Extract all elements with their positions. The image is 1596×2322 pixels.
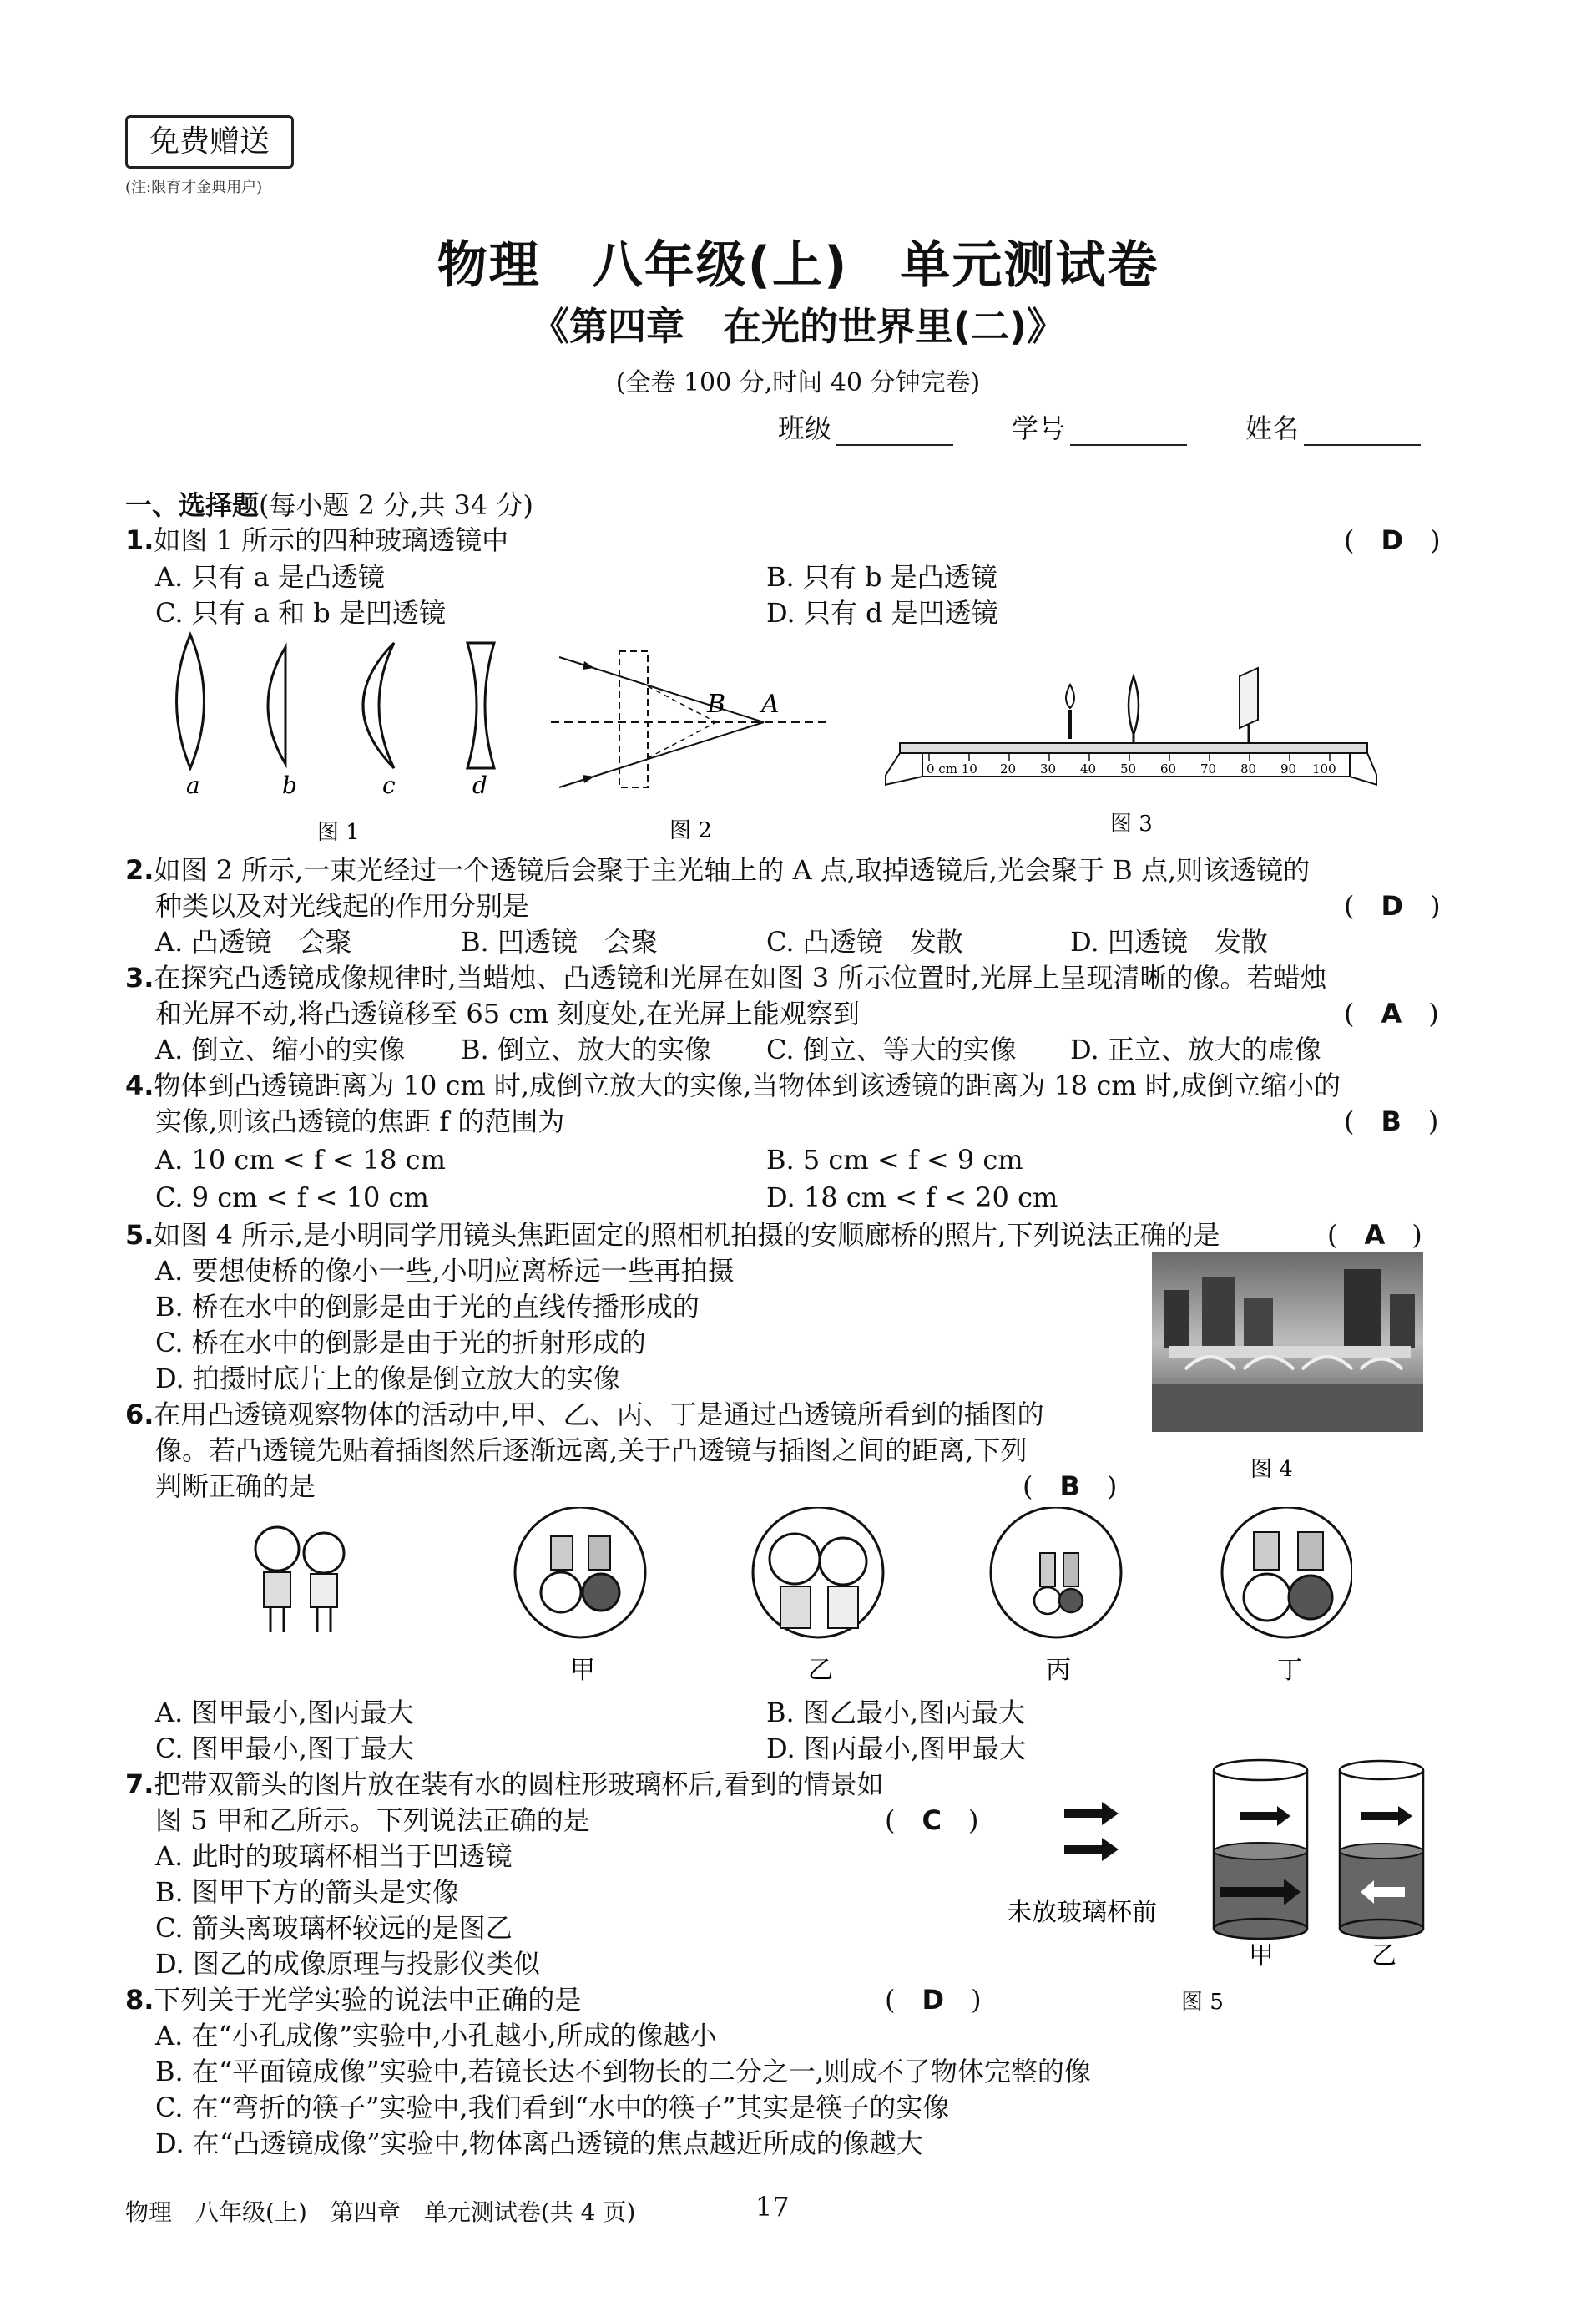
q4-answer: ( B ) [1344,1105,1439,1137]
fig2-caption: 图 2 [669,818,712,843]
q8-option-c: C. 在“弯折的筷子”实验中,我们看到“水中的筷子”其实是筷子的实像 [155,2092,950,2123]
q2-option-c: C. 凸透镜 发散 [766,926,963,958]
arrow-right-icon [1064,1838,1119,1861]
lens-a-biconvex [177,635,205,768]
class-field[interactable]: 班级 [778,407,953,446]
q2-line1: 2.如图 2 所示,一束光经过一个透镜后会聚于主光轴上的 A 点,取掉透镜后,光会聚于 B 点,则该透镜的 [125,854,1311,886]
q6-option-d: D. 图丙最小,图甲最大 [766,1733,1027,1764]
q6-line3: 判断正确的是 [155,1470,316,1502]
q4-option-b: B. 5 cm < f < 9 cm [766,1144,1023,1176]
free-gift-badge: 免费赠送 [125,115,294,169]
bench-top [900,743,1367,753]
q3-answer: ( A ) [1344,998,1439,1029]
view-yi [753,1507,883,1637]
fig1-label-a: a [186,771,200,799]
ruler-label-70: 70 [1200,761,1217,777]
q4-option-c: C. 9 cm < f < 10 cm [155,1181,429,1213]
fig5-before-label: 未放玻璃杯前 [1007,1898,1157,1927]
arrow-right-icon [1064,1802,1119,1825]
q3-line1: 3.在探究凸透镜成像规律时,当蜡烛、凸透镜和光屏在如图 3 所示位置时,光屏上呈现清晰的像。若蜡烛 [125,962,1327,994]
ruler-label-90: 90 [1280,761,1297,777]
q3-option-d: D. 正立、放大的虚像 [1070,1034,1321,1065]
q5-option-b: B. 桥在水中的倒影是由于光的直线传播形成的 [155,1291,700,1323]
q6-answer: ( B ) [1023,1470,1118,1502]
name-field[interactable]: 姓名 [1245,407,1421,446]
q4-option-d: D. 18 cm < f < 20 cm [766,1181,1058,1213]
q3-option-c: C. 倒立、等大的实像 [766,1034,1017,1065]
view-ding [1222,1507,1352,1637]
q6-option-c: C. 图甲最小,图丁最大 [155,1733,414,1764]
q5-answer: ( A ) [1327,1219,1422,1251]
ruler-label-0: 0 cm 10 [927,761,977,777]
q1-option-b: B. 只有 b 是凸透镜 [766,561,998,593]
q7-line2: 图 5 甲和乙所示。下列说法正确的是 [155,1804,590,1836]
q7-option-b: B. 图甲下方的箭头是实像 [155,1876,459,1908]
q5-option-d: D. 拍摄时底片上的像是倒立放大的实像 [155,1363,620,1394]
fig6-label-jia: 甲 [570,1656,595,1685]
ruler-label-50: 50 [1120,761,1137,777]
q5-option-a: A. 要想使桥的像小一些,小明应离桥远一些再拍摄 [155,1255,735,1287]
footer-text: 物理 八年级(上) 第四章 单元测试卷(共 4 页) [125,2198,636,2226]
q7-answer: ( C ) [885,1804,979,1836]
figure-3-optical-bench [885,660,1377,843]
student-number-field[interactable]: 学号 [1012,407,1187,446]
page-title: 物理 八年级(上) 单元测试卷 [437,236,1159,295]
figure-5-glass-cups [1002,1753,1436,2025]
q7-option-d: D. 图乙的成像原理与投影仪类似 [155,1948,540,1980]
fig6-label-bing: 丙 [1046,1656,1071,1685]
q4-option-a: A. 10 cm < f < 18 cm [155,1144,446,1176]
q6-line1: 6.在用凸透镜观察物体的活动中,甲、乙、丙、丁是通过凸透镜所看到的插图的 [125,1399,1044,1430]
q2-option-d: D. 凹透镜 发散 [1070,926,1268,958]
q8-answer: ( D ) [885,1984,982,2016]
view-bing [991,1507,1121,1637]
chapter-subtitle: 《第四章 在光的世界里(二)》 [530,304,1066,349]
fig6-label-yi: 乙 [808,1656,833,1685]
fig1-caption: 图 1 [317,820,360,843]
q6-option-b: B. 图乙最小,图丙最大 [766,1697,1026,1728]
fig1-label-b: b [282,771,297,799]
figure-6-lens-views [234,1507,1352,1699]
q1-stem: 1.如图 1 所示的四种玻璃透镜中 [125,524,509,556]
figure-2-rays [543,647,843,843]
ruler-label-40: 40 [1080,761,1097,777]
q2-line2: 种类以及对光线起的作用分别是 [155,890,530,922]
ruler-label-60: 60 [1160,761,1177,777]
view-jia [515,1507,645,1637]
lens-d-biconcave [467,643,494,768]
lens-b-planoconvex [268,647,285,764]
q1-option-c: C. 只有 a 和 b 是凹透镜 [155,597,446,629]
q2-answer: ( D ) [1344,890,1441,922]
figure-1-lenses [159,630,518,843]
q8-option-a: A. 在“小孔成像”实验中,小孔越小,所成的像越小 [155,2020,717,2051]
q8-option-b: B. 在“平面镜成像”实验中,若镜长达不到物长的二分之一,则成不了物体完整的像 [155,2056,1091,2087]
page-number: 17 [755,2191,790,2223]
ruler-label-100: 100 [1312,761,1336,777]
exam-meta: (全卷 100 分,时间 40 分钟完卷) [615,368,981,397]
student-fields [778,407,1421,446]
q1-answer: ( D ) [1344,524,1441,556]
original-illustration [255,1527,344,1632]
section-heading: 一、选择题(每小题 2 分,共 34 分) [125,489,533,521]
cup-jia [1214,1760,1307,1939]
q4-line1: 4.物体到凸透镜距离为 10 cm 时,成倒立放大的实像,当物体到该透镜的距离为 18 cm 时,成倒立缩小的 [125,1070,1341,1101]
fig2-label-b: B [707,690,726,719]
convex-lens [1129,676,1139,735]
cup-yi [1340,1761,1423,1938]
badge-note: (注:限育才金典用户) [125,179,263,196]
q6-line2: 像。若凸透镜先贴着插图然后逐渐远离,关于凸透镜与插图之间的距离,下列 [155,1434,1028,1466]
q7-option-c: C. 箭头离玻璃杯较远的是图乙 [155,1912,513,1944]
q8-stem: 8.下列关于光学实验的说法中正确的是 [125,1984,582,2016]
fig6-label-ding: 丁 [1277,1656,1302,1685]
q3-line2: 和光屏不动,将凸透镜移至 65 cm 刻度处,在光屏上能观察到 [155,998,860,1029]
river-reflection [1152,1378,1423,1432]
q1-option-a: A. 只有 a 是凸透镜 [155,561,385,593]
ruler-label-80: 80 [1240,761,1257,777]
q8-option-d: D. 在“凸透镜成像”实验中,物体离凸透镜的焦点越近所成的像越大 [155,2127,923,2159]
q7-option-a: A. 此时的玻璃杯相当于凹透镜 [155,1840,513,1872]
fig1-label-c: c [382,771,396,799]
fig5-caption: 图 5 [1181,1990,1224,2015]
ruler-label-20: 20 [1000,761,1017,777]
light-screen [1240,668,1258,728]
q5-option-c: C. 桥在水中的倒影是由于光的折射形成的 [155,1327,646,1358]
q6-option-a: A. 图甲最小,图丙最大 [155,1697,414,1728]
fig5-label-jia: 甲 [1249,1941,1274,1970]
q7-line1: 7.把带双箭头的图片放在装有水的圆柱形玻璃杯后,看到的情景如 [125,1768,884,1800]
q3-option-a: A. 倒立、缩小的实像 [155,1034,406,1065]
q4-line2: 实像,则该凸透镜的焦距 f 的范围为 [155,1105,565,1137]
flame-icon [1066,685,1074,708]
q1-option-d: D. 只有 d 是凹透镜 [766,597,998,629]
fig3-caption: 图 3 [1110,812,1153,837]
q2-option-a: A. 凸透镜 会聚 [155,926,352,958]
q2-option-b: B. 凹透镜 会聚 [461,926,658,958]
fig4-caption: 图 4 [1250,1457,1293,1482]
fig2-label-a: A [761,690,780,719]
fig5-label-yi: 乙 [1371,1941,1396,1970]
figure-4-bridge-photo [1152,1252,1423,1482]
q5-stem: 5.如图 4 所示,是小明同学用镜头焦距固定的照相机拍摄的安顺廊桥的照片,下列说法正确的是 [125,1219,1220,1251]
ruler-label-30: 30 [1040,761,1057,777]
lens-c-meniscus [363,643,394,768]
fig1-label-d: d [472,771,487,799]
q3-option-b: B. 倒立、放大的实像 [461,1034,711,1065]
